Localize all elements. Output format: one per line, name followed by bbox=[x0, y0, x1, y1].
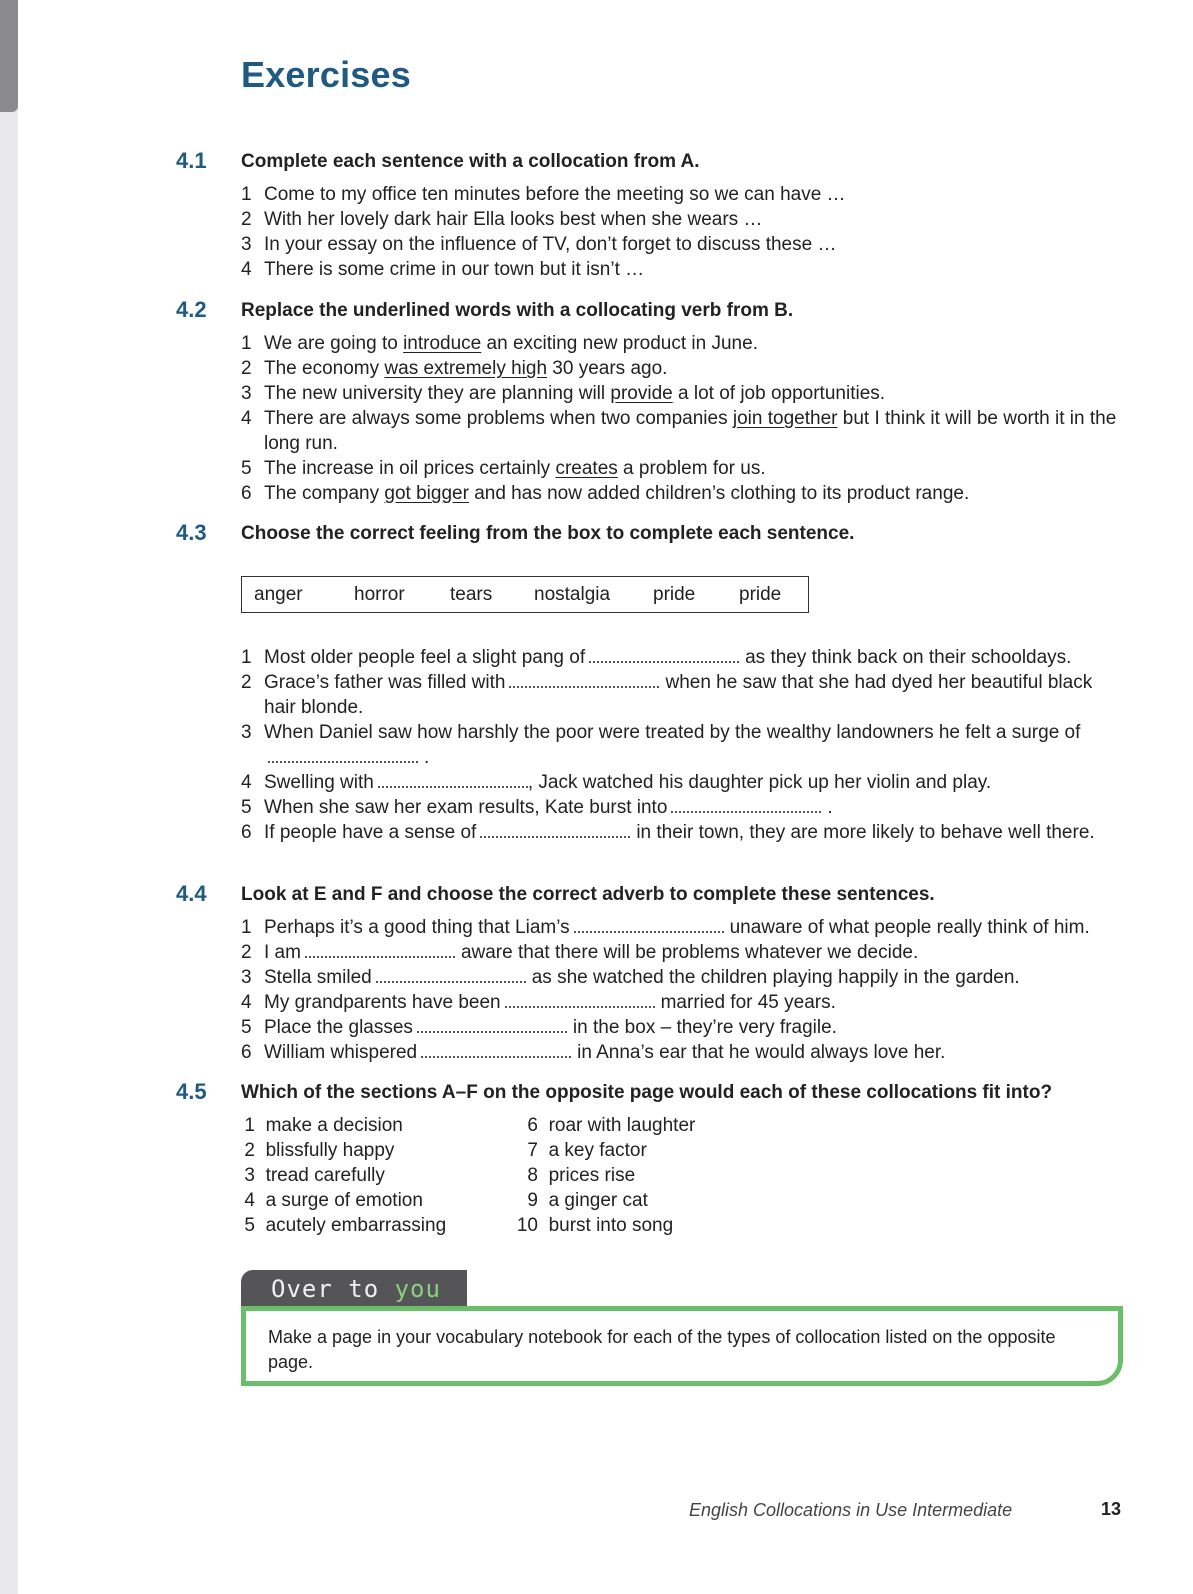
exercise-instruction: Which of the sections A–F on the opposite page would each of these collocations fit into? bbox=[241, 1082, 1053, 1103]
footer-book-title: English Collocations in Use Intermediate bbox=[689, 1500, 1013, 1520]
exercise-number: 4.3 bbox=[176, 520, 207, 545]
list-item: 1 Most older people feel a slight pang of as they think back on their schooldays. bbox=[241, 647, 1072, 668]
list-item: 4 Swelling with , Jack watched his daughter pick up her violin and play. bbox=[241, 772, 992, 793]
box-word: pride bbox=[653, 584, 696, 605]
underlined-word: creates bbox=[555, 458, 618, 479]
list-item: 3 The new university they are planning will provide a lot of job opportunities. bbox=[241, 383, 886, 404]
exercise-items bbox=[241, 645, 1121, 845]
answer-blank[interactable] bbox=[505, 992, 655, 1008]
list-item: 3 tread carefully bbox=[244, 1165, 385, 1186]
list-item: 7 a key factor bbox=[527, 1140, 647, 1161]
list-item: 9 a ginger cat bbox=[527, 1190, 648, 1211]
exercise-number: 4.5 bbox=[176, 1079, 207, 1104]
list-item: 1 Come to my office ten minutes before the meeting so we can have … bbox=[241, 184, 846, 205]
list-item: 5 When she saw her exam results, Kate burst into . bbox=[241, 797, 833, 818]
list-item: 2 Grace’s father was filled with when he saw that she had dyed her beautiful black hair blonde. bbox=[241, 672, 1093, 718]
list-item: 1 make a decision bbox=[244, 1115, 403, 1136]
list-item: 6 The company got bigger and has now added children’s clothing to its product range. bbox=[241, 483, 970, 504]
exercise-items bbox=[241, 182, 1121, 282]
list-item: 3 In your essay on the influence of TV, don’t forget to discuss these … bbox=[241, 234, 837, 255]
underlined-word: provide bbox=[610, 383, 673, 404]
page-edge-tab bbox=[0, 0, 18, 112]
exercise-items bbox=[241, 915, 1121, 1065]
box-word: anger bbox=[254, 584, 303, 605]
answer-blank[interactable] bbox=[417, 1017, 567, 1033]
page-number: 13 bbox=[1101, 1499, 1122, 1519]
underlined-word: was extremely high bbox=[384, 358, 548, 379]
answer-blank[interactable] bbox=[574, 917, 724, 933]
word-box bbox=[241, 576, 809, 613]
exercise-4-5 bbox=[176, 1079, 1126, 1236]
page-edge-strip bbox=[0, 0, 18, 1594]
exercise-number: 4.4 bbox=[176, 881, 207, 906]
answer-blank[interactable] bbox=[305, 942, 455, 958]
over-to-you-box bbox=[241, 1306, 1123, 1386]
list-item: 4 There is some crime in our town but it isn’t … bbox=[241, 259, 645, 280]
list-item: 10 burst into song bbox=[516, 1215, 674, 1236]
underlined-word: introduce bbox=[403, 333, 482, 354]
box-word: nostalgia bbox=[534, 584, 611, 605]
list-item: 3 Stella smiled as she watched the children playing happily in the garden. bbox=[241, 967, 1020, 988]
underlined-word: got bigger bbox=[384, 483, 469, 504]
box-word: tears bbox=[450, 584, 493, 605]
exercise-items bbox=[241, 331, 1121, 506]
exercise-number: 4.1 bbox=[176, 148, 207, 173]
word-box-container bbox=[241, 576, 1121, 614]
answer-blank[interactable] bbox=[671, 797, 821, 813]
answer-blank[interactable] bbox=[376, 967, 526, 983]
exercise-instruction: Look at E and F and choose the correct adverb to complete these sentences. bbox=[241, 884, 935, 905]
list-item: 2 blissfully happy bbox=[244, 1140, 395, 1161]
answer-blank[interactable] bbox=[378, 772, 528, 788]
list-item: 5 Place the glasses in the box – they’re very fragile. bbox=[241, 1017, 837, 1038]
list-item: 2 With her lovely dark hair Ella looks best when she wears … bbox=[241, 209, 763, 230]
list-item: 4 There are always some problems when two companies join together but I think it will be worth it in the long run. bbox=[241, 408, 1117, 454]
list-item: 5 The increase in oil prices certainly creates a problem for us. bbox=[241, 458, 766, 479]
list-item: 5 acutely embarrassing bbox=[244, 1215, 447, 1236]
list-item: 6 William whispered in Anna’s ear that he would always love her. bbox=[241, 1042, 946, 1063]
exercise-instruction: Complete each sentence with a collocation from A. bbox=[241, 151, 700, 172]
exercise-number: 4.2 bbox=[176, 297, 207, 322]
list-item: 4 a surge of emotion bbox=[244, 1190, 423, 1211]
list-item: 2 I am aware that there will be problems whatever we decide. bbox=[241, 942, 919, 963]
list-item: 3 When Daniel saw how harshly the poor were treated by the wealthy landowners he felt a surge of. bbox=[241, 722, 1081, 768]
exercise-instruction: Replace the underlined words with a collocating verb from B. bbox=[241, 300, 794, 321]
answer-blank[interactable] bbox=[421, 1042, 571, 1058]
list-item: 2 The economy was extremely high 30 years ago. bbox=[241, 358, 668, 379]
underlined-word: join together bbox=[732, 408, 838, 429]
answer-blank[interactable] bbox=[480, 822, 630, 838]
answer-blank[interactable] bbox=[589, 647, 739, 663]
answer-blank[interactable] bbox=[268, 747, 418, 763]
list-item: 4 My grandparents have been married for 45 years. bbox=[241, 992, 836, 1013]
page-title: Exercises bbox=[241, 54, 411, 95]
list-item: 1 Perhaps it’s a good thing that Liam’s unaware of what people really think of him. bbox=[241, 917, 1090, 938]
over-to-you-text: Make a page in your vocabulary notebook for each of the types of collocation listed on the opposite page. bbox=[268, 1327, 1056, 1372]
box-word: horror bbox=[354, 584, 405, 605]
box-word: pride bbox=[739, 584, 782, 605]
collocation-columns bbox=[241, 1113, 1121, 1243]
answer-blank[interactable] bbox=[509, 672, 659, 688]
list-item: 1 We are going to introduce an exciting new product in June. bbox=[241, 333, 758, 354]
list-item: 6 roar with laughter bbox=[527, 1115, 696, 1136]
list-item: 8 prices rise bbox=[527, 1165, 636, 1186]
exercise-instruction: Choose the correct feeling from the box to complete each sentence. bbox=[241, 523, 855, 544]
list-item: 6 If people have a sense of in their town, they are more likely to behave well there. bbox=[241, 822, 1095, 843]
over-to-you-tab: Over to you bbox=[241, 1270, 467, 1308]
